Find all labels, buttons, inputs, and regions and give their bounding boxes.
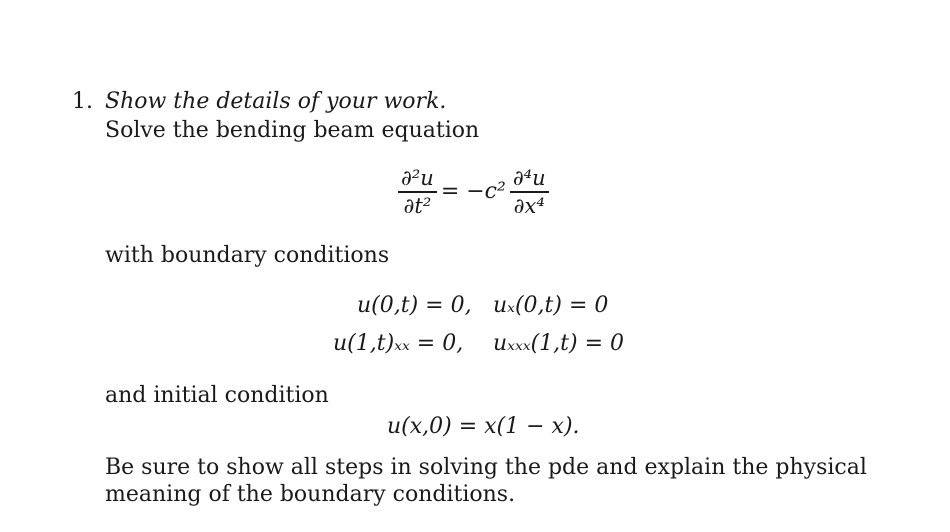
pde-lhs-denominator: ∂t²	[403, 193, 432, 218]
closing-line-2: meaning of the boundary conditions.	[105, 482, 516, 507]
pde-rhs-fraction	[510, 165, 549, 219]
pde-rhs-denominator: ∂x⁴	[513, 193, 545, 218]
bc-uxxx1: uₓₓₓ(1,t) = 0	[493, 331, 625, 356]
pde-equation	[398, 165, 549, 219]
bc-uxx1: u(1,t)ₓₓ = 0,	[333, 331, 464, 356]
pde-lhs-fraction	[398, 165, 437, 219]
problem-number: 1.	[72, 89, 93, 114]
pde-rhs-numerator: ∂⁴u	[512, 166, 546, 190]
boundary-label: with boundary conditions	[105, 243, 390, 268]
pde-lhs-numerator: ∂²u	[401, 166, 434, 190]
initial-condition: u(x,0) = x(1 − x).	[387, 414, 580, 439]
bc-u0: u(0,t) = 0,	[357, 293, 472, 318]
problem-intro: Solve the bending beam equation	[105, 118, 480, 143]
pde-equals-coefficient: = −c²	[440, 179, 506, 205]
closing-line-1: Be sure to show all steps in solving the pde and explain the physical	[105, 455, 867, 480]
problem-instruction: Show the details of your work.	[105, 89, 447, 114]
initial-label: and initial condition	[105, 383, 329, 408]
bc-ux0: uₓ(0,t) = 0	[493, 293, 609, 318]
